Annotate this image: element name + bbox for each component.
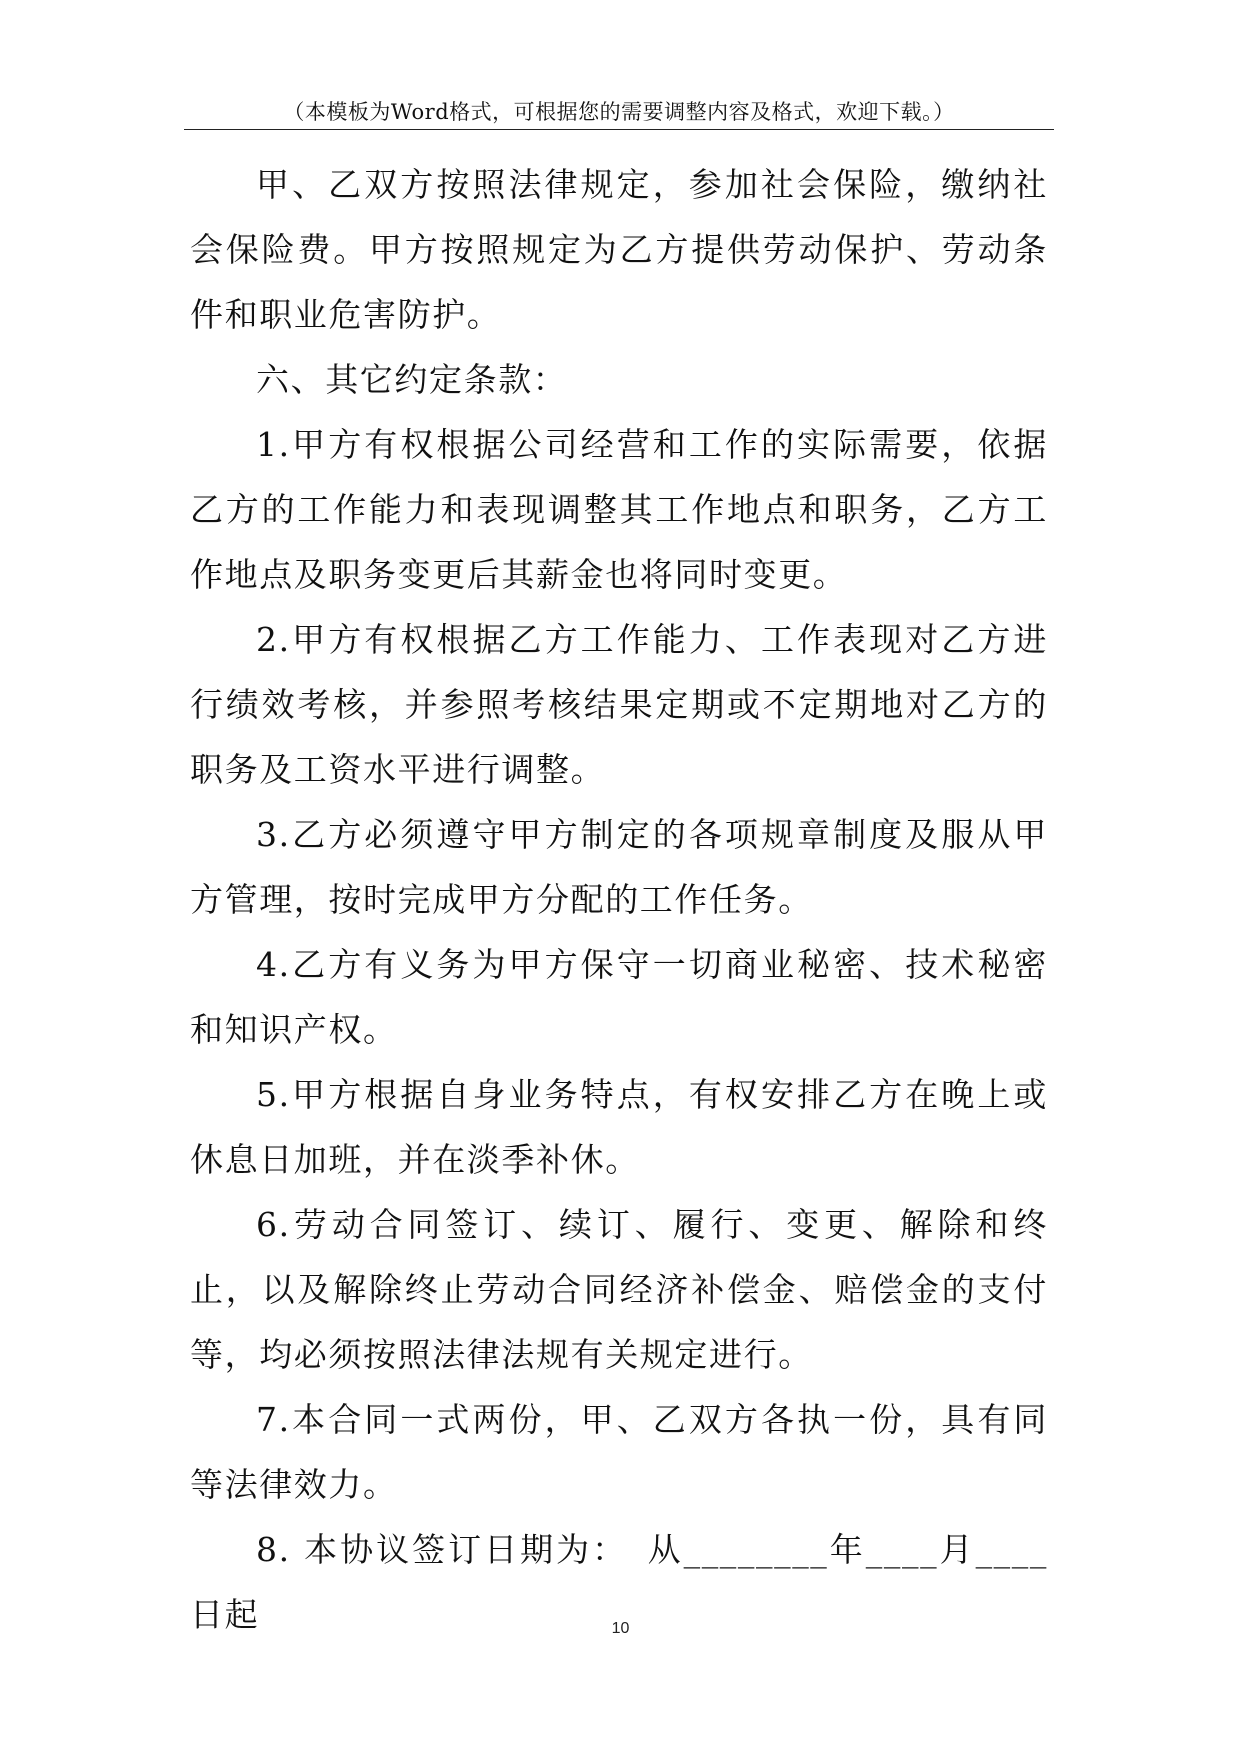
clause-3: 3.乙方必须遵守甲方制定的各项规章制度及服从甲方管理，按时完成甲方分配的工作任务。 — [190, 815, 1048, 919]
page-number: 10 — [611, 1620, 630, 1637]
clause-4: 4.乙方有义务为甲方保守一切商业秘密、技术秘密和知识产权。 — [190, 945, 1048, 1049]
clause-1: 1.甲方有权根据公司经营和工作的实际需要，依据乙方的工作能力和表现调整其工作地点和职务，乙方工作地点及职务变更后其薪金也将同时变更。 — [190, 425, 1048, 594]
clause-5: 5.甲方根据自身业务特点，有权安排乙方在晚上或休息日加班，并在淡季补休。 — [190, 1075, 1048, 1179]
clause-2: 2.甲方有权根据乙方工作能力、工作表现对乙方进行绩效考核，并参照考核结果定期或不定期地对乙方的职务及工资水平进行调整。 — [190, 620, 1048, 789]
section-heading-other-terms: 六、其它约定条款： — [256, 360, 568, 399]
document-body — [190, 152, 1048, 1647]
clause-8-signing-date: 8. 本协议签订日期为： 从________年____月____日起 — [190, 1530, 1048, 1634]
template-note-header: （本模板为Word格式，可根据您的需要调整内容及格式，欢迎下载。） — [283, 100, 955, 124]
clause-6: 6.劳动合同签订、续订、履行、变更、解除和终止，以及解除终止劳动合同经济补偿金、赔偿金的支付等，均必须按照法律法规有关规定进行。 — [190, 1205, 1048, 1374]
clause-7: 7.本合同一式两份，甲、乙双方各执一份，具有同等法律效力。 — [190, 1400, 1048, 1504]
paragraph-social-insurance: 甲、乙双方按照法律规定，参加社会保险，缴纳社会保险费。甲方按照规定为乙方提供劳动保护、劳动条件和职业危害防护。 — [190, 165, 1048, 334]
header-divider — [184, 129, 1054, 130]
